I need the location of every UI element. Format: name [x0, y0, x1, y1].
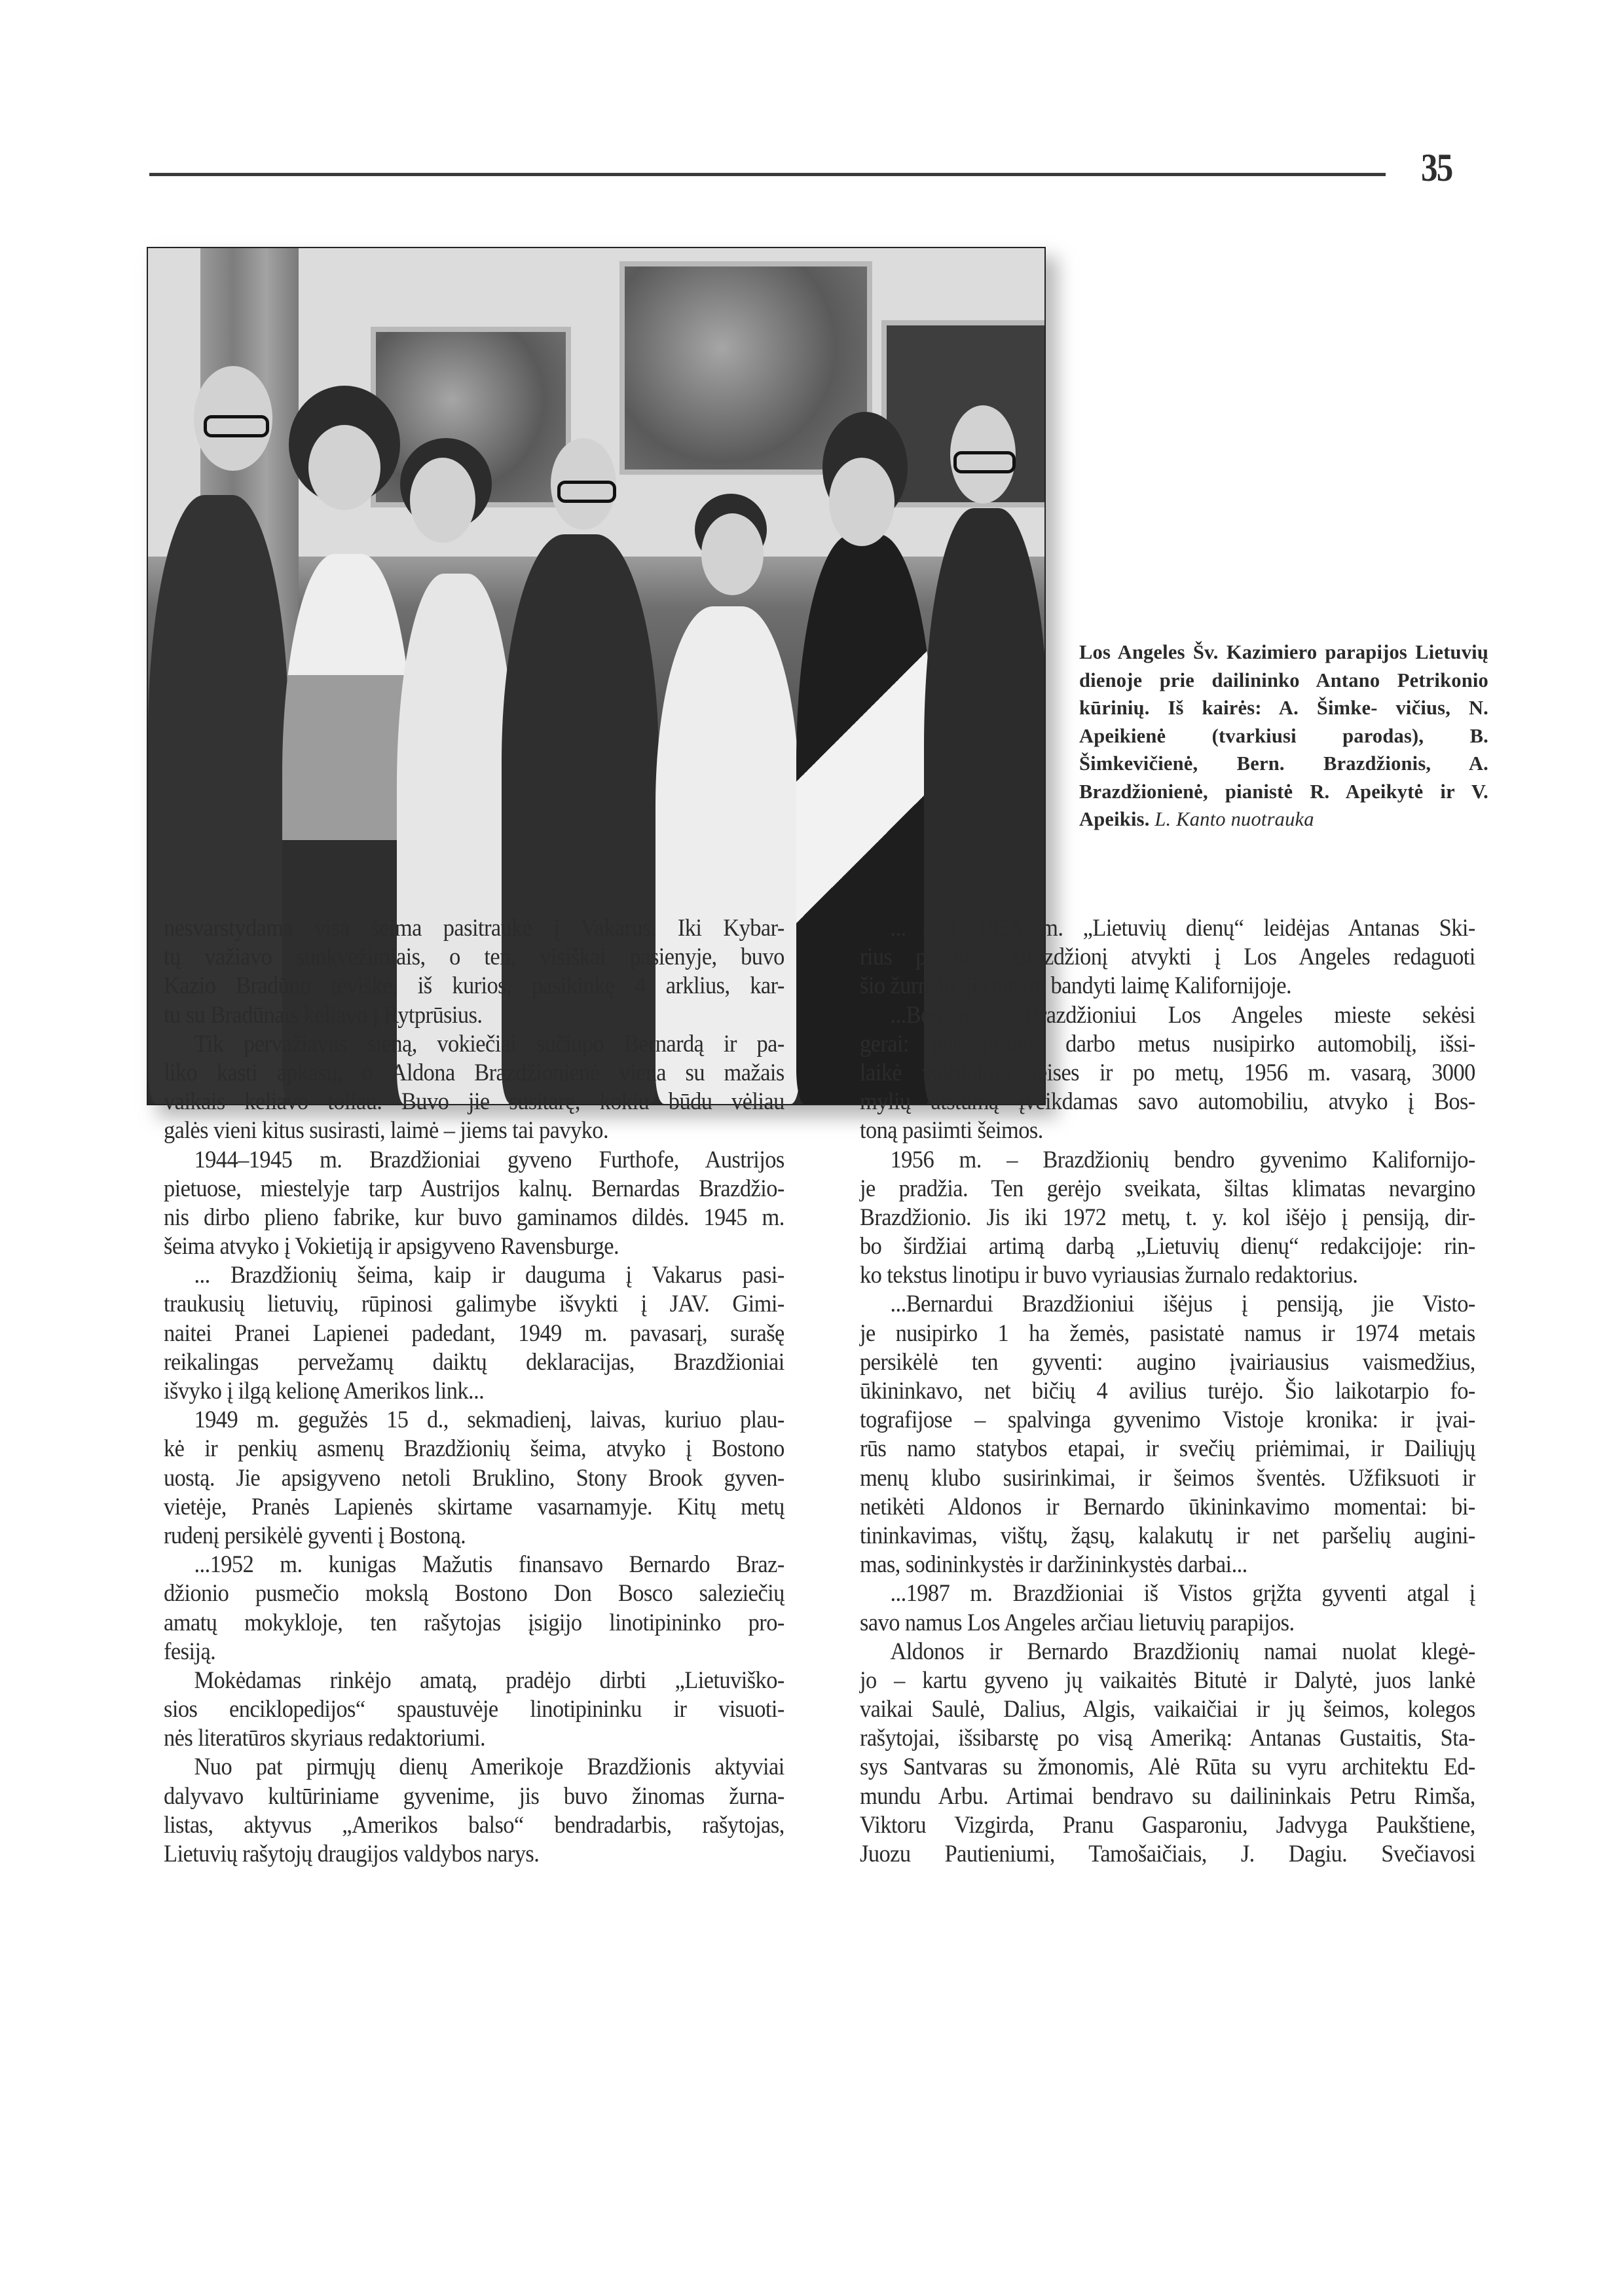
text-line: amatų mokykloje, ten rašytojas įsigijo linotipininko pro-: [164, 1609, 784, 1636]
text-line: menų klubo susirinkimai, ir šeimos šventės. Užfiksuoti ir: [860, 1464, 1475, 1492]
text-line: listas, aktyvus „Amerikos balso“ bendradarbis, rašytojas,: [164, 1811, 784, 1839]
text-line: jo – kartu gyveno jų vaikaitės Bitutė ir Dalytė, juos lankė: [860, 1666, 1475, 1694]
text-line: Tik pervažiavus sieną, vokiečiai sučiupo Bernardą ir pa-: [194, 1030, 784, 1057]
person-7-glasses: [953, 451, 1016, 473]
text-line: persikėlė ten gyventi: augino įvairiausius vaismedžius,: [860, 1348, 1475, 1376]
text-line: laikė vairuotojo teises ir po metų, 1956 m. vasarą, 3000: [860, 1059, 1475, 1086]
page-number: 35: [1421, 146, 1452, 189]
text-line: vaikais keliavo toliau. Buvo jie susitarę, kokiu būdu vėliau: [164, 1088, 784, 1116]
text-line: toną pasiimti šeimos.: [860, 1117, 1043, 1145]
person-1-glasses: [204, 415, 269, 437]
text-line: fesiją.: [164, 1638, 216, 1665]
text-line: liko kasti apkasų, o Aldona Brazdžionienė viena su mažais: [164, 1059, 784, 1086]
text-line: vietėje, Pranės Lapienės skirtame vasarnamyje. Kitų metų: [164, 1493, 784, 1520]
text-line: Mokėdamas rinkėjo amatą, pradėjo dirbti „Lietuviško-: [194, 1666, 784, 1694]
text-line: Kazio Bradūno tėviškė, iš kurios, pasikinkę 4 arklius, kar-: [164, 972, 784, 1000]
text-line: nės literatūros skyriaus redaktoriumi.: [164, 1725, 486, 1752]
text-line: 1944–1945 m. Brazdžioniai gyveno Furthofe, Austrijos: [194, 1146, 784, 1173]
header-rule: [149, 173, 1386, 176]
caption-line: Lietuvių dienoje prie dailininko Antano: [1079, 641, 1488, 691]
photo-caption: [1079, 638, 1488, 834]
text-line: Nuo pat pirmųjų dienų Amerikoje Brazdžionis aktyviai: [194, 1753, 784, 1781]
text-line: Lietuvių rašytojų draugijos valdybos narys.: [164, 1841, 540, 1867]
text-line: 1956 m. – Brazdžionių bendro gyvenimo Kalifornijo-: [890, 1146, 1475, 1173]
text-line: ūkininkavo, net bičių 4 avilius turėjo. Šio laikotarpio fo-: [860, 1378, 1475, 1405]
text-line: pietuose, miestelyje tarp Austrijos kalnų. Bernardas Brazdžio-: [164, 1175, 784, 1202]
right-column: [860, 914, 1475, 1869]
caption-line: V. Apeikis.: [1079, 780, 1488, 830]
caption-line: A. Brazdžionienė, pianistė R. Apeikytė ir: [1079, 752, 1488, 803]
text-line: nesvarstydama visa šeima pasitraukė į Vakarus. Iki Kybar-: [164, 915, 784, 942]
text-line: traukusių lietuvių, rūpinosi galimybe išvykti į JAV. Gimi-: [164, 1291, 784, 1318]
text-line: sys Santvaras su žmonomis, Alė Rūta su vyru architektu Ed-: [860, 1753, 1475, 1781]
text-line: tininkavimas, vištų, žąsų, kalakutų ir net paršelių augini-: [860, 1522, 1475, 1549]
text-line: rius pakvietė Brazdžionį atvykti į Los Angeles redaguoti: [860, 944, 1475, 971]
text-line: rūs namo statybos etapai, ir svečių priėmimai, ir Dailiųjų: [860, 1435, 1475, 1463]
photo-credit: L. Kanto nuotrauka: [1154, 808, 1314, 830]
person-3-head: [410, 458, 475, 543]
text-line: mas, sodininkystės ir daržininkystės darbai...: [860, 1551, 1247, 1579]
text-line: išvyko į ilgą kelionę Amerikos link...: [164, 1378, 485, 1405]
text-line: netikėti Aldonos ir Bernardo ūkininkavimo momentai: bi-: [860, 1493, 1475, 1520]
text-line: galės vieni kitus susirasti, laimė – jiems tai pavyko.: [164, 1117, 608, 1145]
text-line: šio žurnalo, jis nutarė bandyti laimę Kalifornijoje.: [860, 972, 1292, 1000]
person-2-head: [308, 425, 380, 510]
text-line: ...1987 m. Brazdžioniai iš Vistos grįžta gyventi atgal į: [890, 1580, 1475, 1607]
text-line: ...Bernardui Brazdžioniui išėjus į pensiją, jie Visto-: [890, 1291, 1475, 1318]
text-line: Juozu Pautieniumi, Tamošaičiais, J. Dagiu. Svečiavosi: [860, 1841, 1475, 1867]
person-5-head: [701, 513, 764, 595]
text-line: kė ir penkių asmenų Brazdžionių šeima, atvyko į Bostono: [164, 1435, 784, 1463]
text-line: sios enciklopedijos“ spaustuvėje linotipininku ir visuoti-: [164, 1696, 784, 1723]
text-line: mylių atstumą įveikdamas savo automobiliu, atvyko į Bos-: [860, 1088, 1475, 1116]
text-line: ... Kai 1955 m. „Lietuvių dienų“ leidėjas Antanas Ski-: [890, 915, 1475, 942]
text-line: rudenį persikėlė gyventi į Bostoną.: [164, 1522, 466, 1549]
text-line: uostą. Jie apsigyveno netoli Bruklino, Stony Brook gyven-: [164, 1464, 784, 1492]
text-line: tografijose – spalvinga gyvenimo Vistoje kronika: ir įvai-: [860, 1406, 1475, 1434]
text-line: mundu Arbu. Artimai bendravo su dailininkais Petru Rimša,: [860, 1782, 1475, 1810]
text-line: gerai: per pirmus darbo metus nusipirko automobilį, išsi-: [860, 1030, 1475, 1057]
text-line: naitei Pranei Lapienei padedant, 1949 m. pavasarį, surašę: [164, 1319, 784, 1347]
text-line: šeima atvyko į Vokietiją ir apsigyveno Ravensburge.: [164, 1233, 619, 1260]
caption-line: vičius, N. Apeikienė (tvarkiusi parodas),: [1079, 697, 1488, 747]
text-line: je nusipirko 1 ha žemės, pasistatė namus ir 1974 metais: [860, 1319, 1475, 1347]
text-line: džionio pusmečio mokslą Bostono Don Bosco saleziečių: [164, 1580, 784, 1607]
caption-line: Los Angeles Šv. Kazimiero parapijos: [1079, 641, 1408, 663]
text-line: Aldonos ir Bernardo Brazdžionių namai nuolat klegė-: [890, 1638, 1475, 1665]
caption-line: Petrikonio kūrinių. Iš kairės: A. Šimke-: [1079, 669, 1488, 719]
text-line: je pradžia. Ten gerėjo sveikata, šiltas klimatas nevargino: [860, 1175, 1475, 1202]
text-line: tų važiavo sunkvežimiais, o ten, visiškai pasienyje, buvo: [164, 944, 784, 971]
person-4-glasses: [557, 481, 616, 503]
text-line: 1949 m. gegužės 15 d., sekmadienį, laivas, kuriuo plau-: [194, 1406, 784, 1434]
caption-line: B. Šimkevičienė, Bern. Brazdžionis,: [1079, 724, 1488, 775]
text-line: Brazdžionio. Jis iki 1972 metų, t. y. kol išėjo į pensiją, dir-: [860, 1203, 1475, 1231]
left-column: [164, 914, 784, 1869]
text-line: rašytojai, išsibarstę po visą Ameriką: Antanas Gustaitis, Sta-: [860, 1725, 1475, 1752]
text-line: Viktoru Vizgirda, Pranu Gasparoniu, Jadvyga Paukštiene,: [860, 1811, 1475, 1839]
text-line: ko tekstus linotipu ir buvo vyriausias žurnalo redaktorius.: [860, 1262, 1358, 1289]
person-6-head: [829, 458, 895, 546]
text-line: ...1952 m. kunigas Mažutis finansavo Bernardo Braz-: [194, 1551, 784, 1579]
text-line: bo širdžiai artimą darbą „Lietuvių dienų“ redakcijoje: rin-: [860, 1233, 1475, 1260]
text-line: reikalingas pervežamų daiktų deklaracijas, Brazdžioniai: [164, 1348, 784, 1376]
text-line: ...Bernardui Brazdžioniui Los Angeles mieste sekėsi: [890, 1001, 1475, 1029]
text-line: vaikai Saulė, Dalius, Algis, vaikaičiai ir jų šeimos, kolegos: [860, 1696, 1475, 1723]
text-line: tu su Bradūnais keliavo į Rytprūsius.: [164, 1001, 483, 1029]
text-line: dalyvavo kultūriniame gyvenime, jis buvo žinomas žurna-: [164, 1782, 784, 1810]
text-line: nis dirbo plieno fabrike, kur buvo gaminamos dildės. 1945 m.: [164, 1203, 784, 1231]
text-line: ... Brazdžionių šeima, kaip ir dauguma į Vakarus pasi-: [194, 1262, 784, 1289]
text-line: savo namus Los Angeles arčiau lietuvių parapijos.: [860, 1609, 1295, 1636]
